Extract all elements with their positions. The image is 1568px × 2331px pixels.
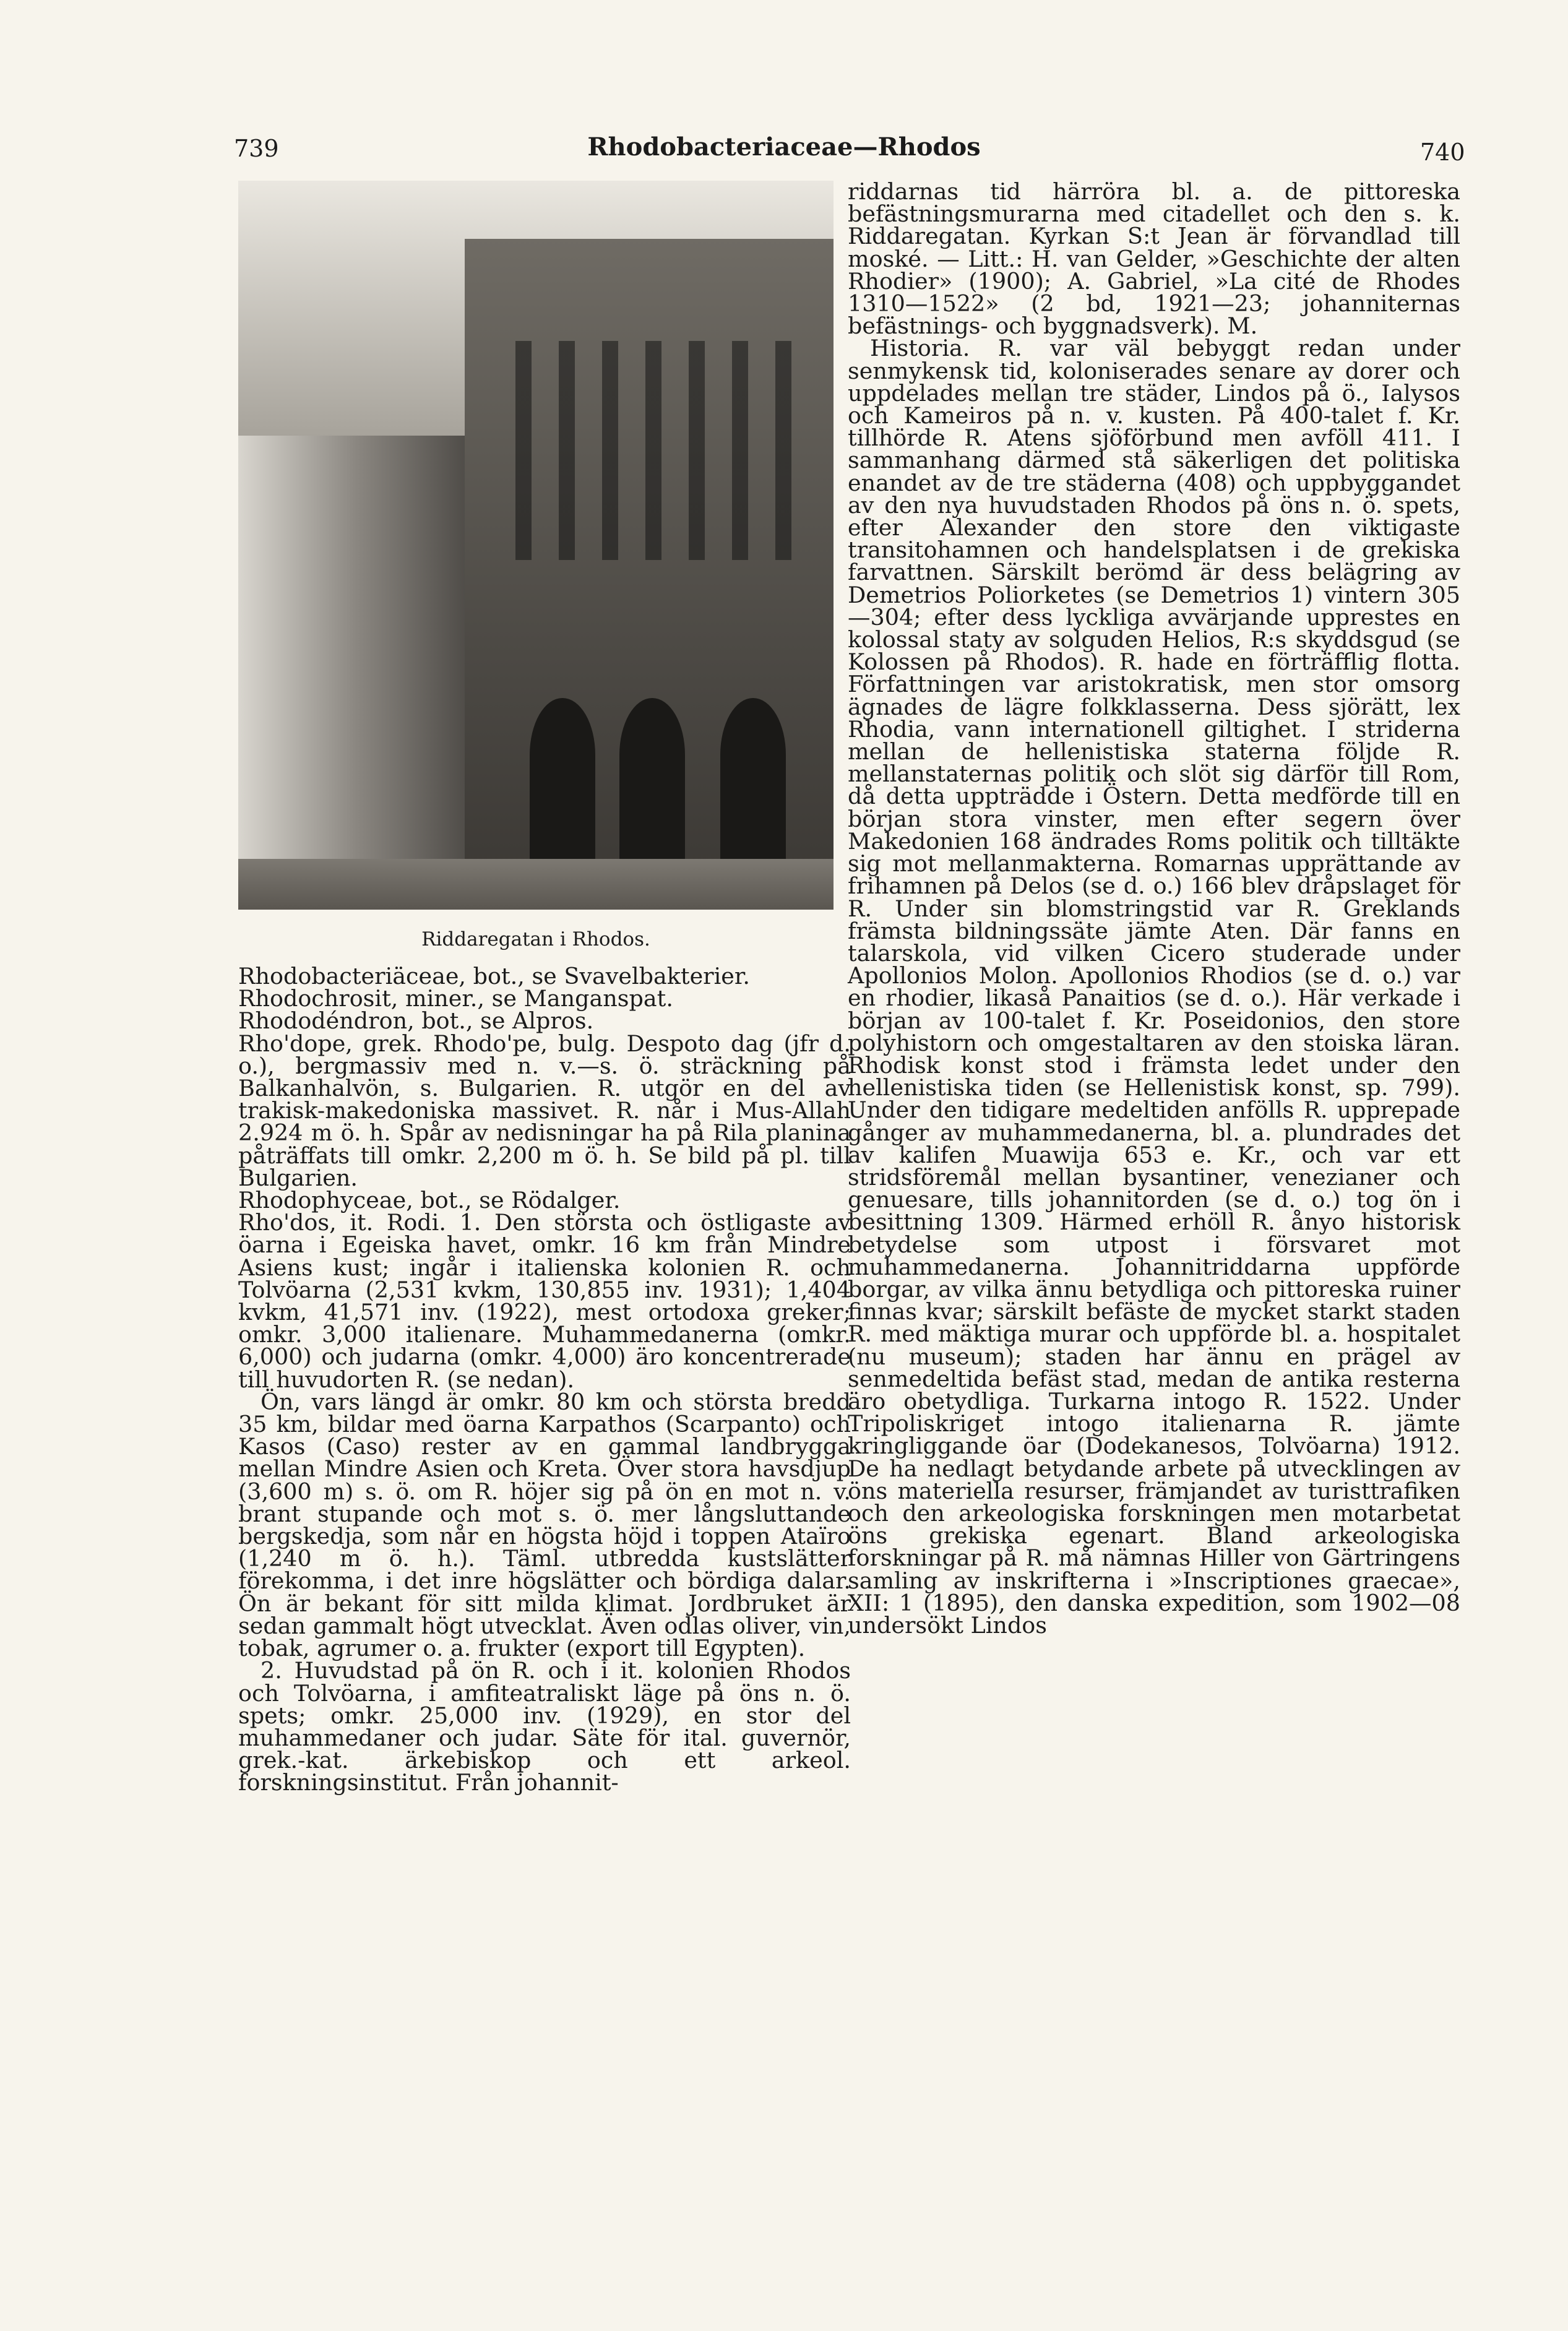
entry-rhodobacteriaceae: Rhodobacteriäceae, bot., se Svavelbakterier. xyxy=(238,963,750,989)
page-number-left: 739 xyxy=(234,135,279,162)
left-column-text xyxy=(238,965,851,1795)
photo-windows xyxy=(488,341,809,559)
paragraph-capital: 2. Huvudstad på ön R. och i it. kolonien Rhodos och Tolvöarna, i amfiteatraliskt läge på öns n. ö. spets; omkr. 25,000 inv. (1929), en stor del muhammedaner och judar. Säte för ital. guvernör, grek.-kat. ärkebiskop och ett arkeol. forskningsinstitut. Från johannit- xyxy=(238,1657,851,1796)
paragraph-island: Ön, vars längd är omkr. 80 km och största bredd 35 km, bildar med öarna Karpathos (Scarpanto) och Kasos (Caso) rester av en gammal landbrygga mellan Mindre Asien och Kreta. Över stora havsdjup (3,600 m) s. ö. om R. höjer sig på ön en mot n. v. brant stupande och mot s. ö. mer långsluttande bergskedja, som når en högsta höjd i toppen Ataïro (1,240 m ö. h.). Täml. utbredda kustslätter förekomma, i det inre högslätter och bördiga dalar. Ön är bekant för sitt milda klimat. Jordbruket är sedan gammalt högt utvecklat. Även odlas oliver, vin, tobak, agrumer o. a. frukter (export till Egypten). xyxy=(238,1388,851,1662)
entry-rhodochrosit: Rhodochrosit, miner., se Manganspat. xyxy=(238,985,673,1012)
page-number-right: 740 xyxy=(1420,139,1465,166)
running-head: Rhodobacteriaceae—Rhodos xyxy=(587,132,981,162)
entry-rhodos: Rho'dos, it. Rodi. 1. Den största och östligaste av öarna i Egeiska havet, omkr. 16 km från Mindre Asiens kust; ingår i italienska kolonien R. och Tolvöarna (2,531 kvkm, 130,855 inv. 1931); 1,404 kvkm, 41,571 inv. (1922), mest ortodoxa greker; omkr. 3,000 italienare. Muhammedanerna (omkr. 6,000) och judarna (omkr. 4,000) äro koncentrerade till huvudorten R. (se nedan). xyxy=(238,1209,851,1393)
entry-rhodope: Rho'dope, grek. Rhodo'pe, bulg. Despoto dag (jfr d. o.), bergmassiv med n. v.—s. ö. sträckning på Balkanhalvön, s. Bulgarien. R. utgör en del av trakisk-makedoniska massivet. R. når i Mus-Allah 2.924 m ö. h. Spår av nedisningar ha på Rila planina påträffats till omkr. 2,200 m ö. h. Se bild på pl. till Bulgarien. xyxy=(238,1030,851,1191)
figure-caption: Riddaregatan i Rhodos. xyxy=(421,928,650,950)
paragraph-history: Historia. R. var väl bebyggt redan under senmykensk tid, koloniserades senare av dorer och uppdelades mellan tre städer, Lindos på ö., Ialysos och Kameiros på n. v. kusten. På 400-talet f. Kr. tillhörde R. Atens sjöförbund men avföll 411. I sammanhang därmed stå säkerligen det politiska enandet av de tre städerna (408) och uppbyggandet av den nya huvudstaden Rhodos på öns n. ö. spets, efter Alexander den store den viktigaste transitohamnen och handelsplatsen i de grekiska farvattnen. Särskilt berömd är dess belägring av Demetrios Poliorketes (se Demetrios 1) vintern 305—304; efter dess lyckliga avvärjande upprestes en kolossal staty av solguden Helios, R:s skyddsgud (se Kolossen på Rhodos). R. hade en förträfflig flotta. Författningen var aristokratisk, men stor omsorg ägnades de lägre folkklasserna. Dess sjörätt, lex Rhodia, vann internationell giltighet. I striderna mellan de hellenistiska staterna följde R. mellanstaternas politik och slöt sig därför till Rom, då detta uppträdde i Östern. Detta medförde till en början stora vinster, men efter segern över Makedonien 168 ändrades Roms politik och tilltäkte sig mot mellanmakterna. Romarnas upprättande av frihamnen på Delos (se d. o.) 166 blev dråpslaget för R. Under sin blomstringstid var R. Greklands främsta bildningssäte jämte Aten. Där fanns en talarskola, vid vilken Cicero studerade under Apollonios Molon. Apollonios Rhodios (se d. o.) var en rhodier, likaså Panaitios (se d. o.). Här verkade i början av 100-talet f. Kr. Poseidonios, den store polyhistorn och omgestaltaren av den stoiska läran. Rhodisk konst stod i främsta ledet under den hellenistiska tiden (se Hellenistisk konst, sp. 799). Under den tidigare medeltiden anfölls R. upprepade gånger av muhammedanerna, bl. a. plundrades det av kalifen Muawija 653 e. Kr., och var ett stridsföremål mellan bysantiner, venezianer och genuesare, tills johannitorden (se d. o.) tog ön i besittning 1309. Härmed erhöll R. ånyo historisk betydelse som utpost i försvaret mot muhammedanerna. Johannitriddarna uppförde borgar, av vilka ännu betydliga och pittoreska ruiner finnas kvar; särskilt befäste de mycket starkt staden R. med mäktiga murar och uppförde bl. a. hospitalet (nu museum); staden har ännu en prägel av senmedeltida befäst stad, medan de antika resterna äro obetydliga. Turkarna intogo R. 1522. Under Tripoliskriget intogo italienarna R. jämte kringliggande öar (Dodekanesos, Tolvöarna) 1912. De ha nedlagt betydande arbete på utvecklingen av öns materiella resurser, främjandet av turisttrafiken och den arkeologiska forskningen men motarbetat öns grekiska egenart. Bland arkeologiska forskningar på R. må nämnas Hiller von Gärtringens samling av inskrifterna i »Inscriptiones graecae», XII: 1 (1895), den danska expedition, som 1902—08 undersökt Lindos xyxy=(848,335,1460,1639)
right-column-text xyxy=(848,178,1460,1639)
entry-rhododendron: Rhododéndron, bot., se Alpros. xyxy=(238,1007,594,1035)
paragraph-knights: riddarnas tid härröra bl. a. de pittoreska befästningsmurarna med citadellet och den s. k. Riddaregatan. Kyrkan S:t Jean är förvandlad till moské. — Litt.: H. van Gelder, »Geschichte der alten Rhodier» (1900); A. Gabriel, »La cité de Rhodes 1310—1522» (2 bd, 1921—23; johanniternas befästnings- och byggnadsverk). M. xyxy=(848,178,1460,340)
photo-street xyxy=(238,859,834,910)
photograph xyxy=(238,181,834,910)
entry-rhodophyceae: Rhodophyceae, bot., se Rödalger. xyxy=(238,1187,621,1214)
